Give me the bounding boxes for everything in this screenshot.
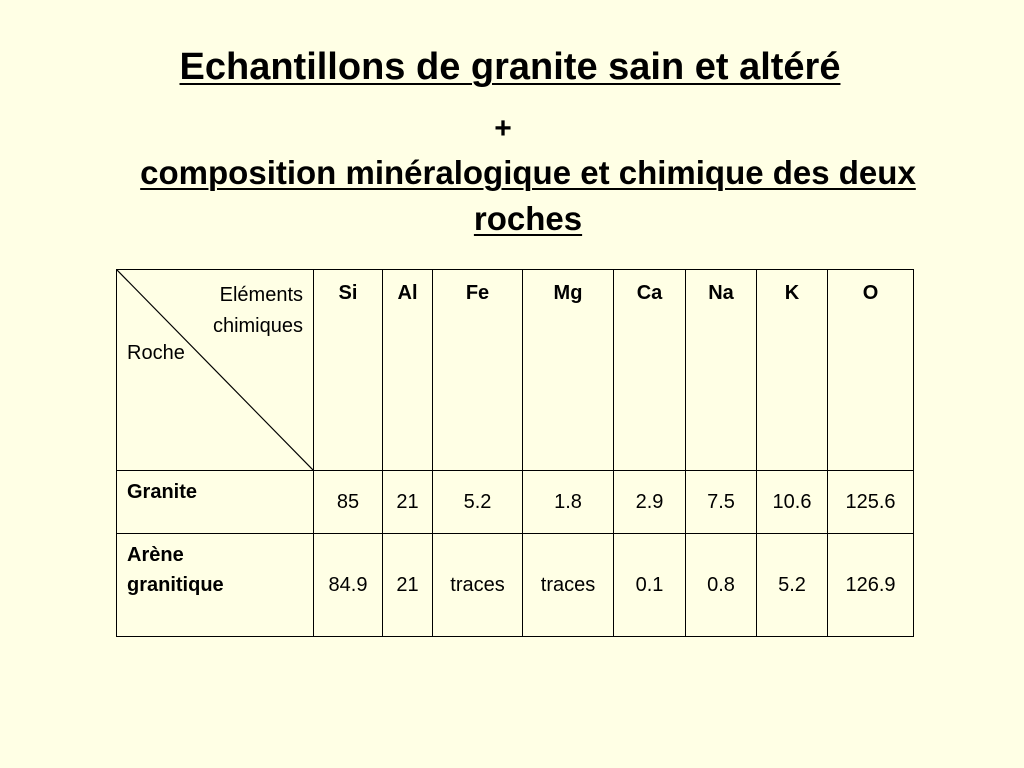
table-corner-cell: [117, 270, 314, 471]
header-cell-si: Si: [314, 270, 383, 471]
row-label-text: Granite: [127, 481, 198, 503]
composition-table: [116, 269, 914, 637]
table-cell: traces: [433, 534, 523, 637]
table-cell: 21: [383, 534, 433, 637]
subtitle-line-2: roches: [473, 200, 583, 237]
table-row: [117, 471, 914, 534]
header-cell-fe: Fe: [433, 270, 523, 471]
corner-elements-line-1: Eléments: [219, 284, 303, 306]
row-label-line-2: granitique: [127, 574, 224, 596]
table-cell: traces: [523, 534, 614, 637]
corner-elements-label: [213, 280, 303, 342]
row-label-granite: [117, 471, 314, 534]
subtitle-line-1: composition minéralogique et chimique des deux: [140, 154, 916, 191]
row-label-line-1: Arène: [127, 544, 184, 566]
header-cell-na: Na: [686, 270, 757, 471]
slide-title-text: Echantillons de granite sain et altéré: [179, 46, 841, 88]
table-header-row: [117, 270, 914, 471]
table-cell: 0.1: [614, 534, 686, 637]
slide-title: [0, 46, 1020, 89]
table-cell: 5.2: [433, 471, 523, 534]
table-cell: 0.8: [686, 534, 757, 637]
table-row: [117, 534, 914, 637]
table-cell: 2.9: [614, 471, 686, 534]
header-cell-al: Al: [383, 270, 433, 471]
slide-subtitle: [50, 150, 1006, 242]
plus-sign: +: [494, 112, 512, 145]
header-cell-k: K: [757, 270, 828, 471]
header-cell-mg: Mg: [523, 270, 614, 471]
table-cell: 126.9: [828, 534, 914, 637]
table-cell: 21: [383, 471, 433, 534]
table-cell: 10.6: [757, 471, 828, 534]
table-cell: 84.9: [314, 534, 383, 637]
header-cell-ca: Ca: [614, 270, 686, 471]
row-label-arene-granitique: [117, 534, 314, 637]
table-cell: 125.6: [828, 471, 914, 534]
table-cell: 7.5: [686, 471, 757, 534]
corner-elements-line-2: chimiques: [212, 315, 303, 337]
corner-rock-label: Roche: [127, 342, 185, 364]
table-cell: 5.2: [757, 534, 828, 637]
table-cell: 85: [314, 471, 383, 534]
table-cell: 1.8: [523, 471, 614, 534]
header-cell-o: O: [828, 270, 914, 471]
